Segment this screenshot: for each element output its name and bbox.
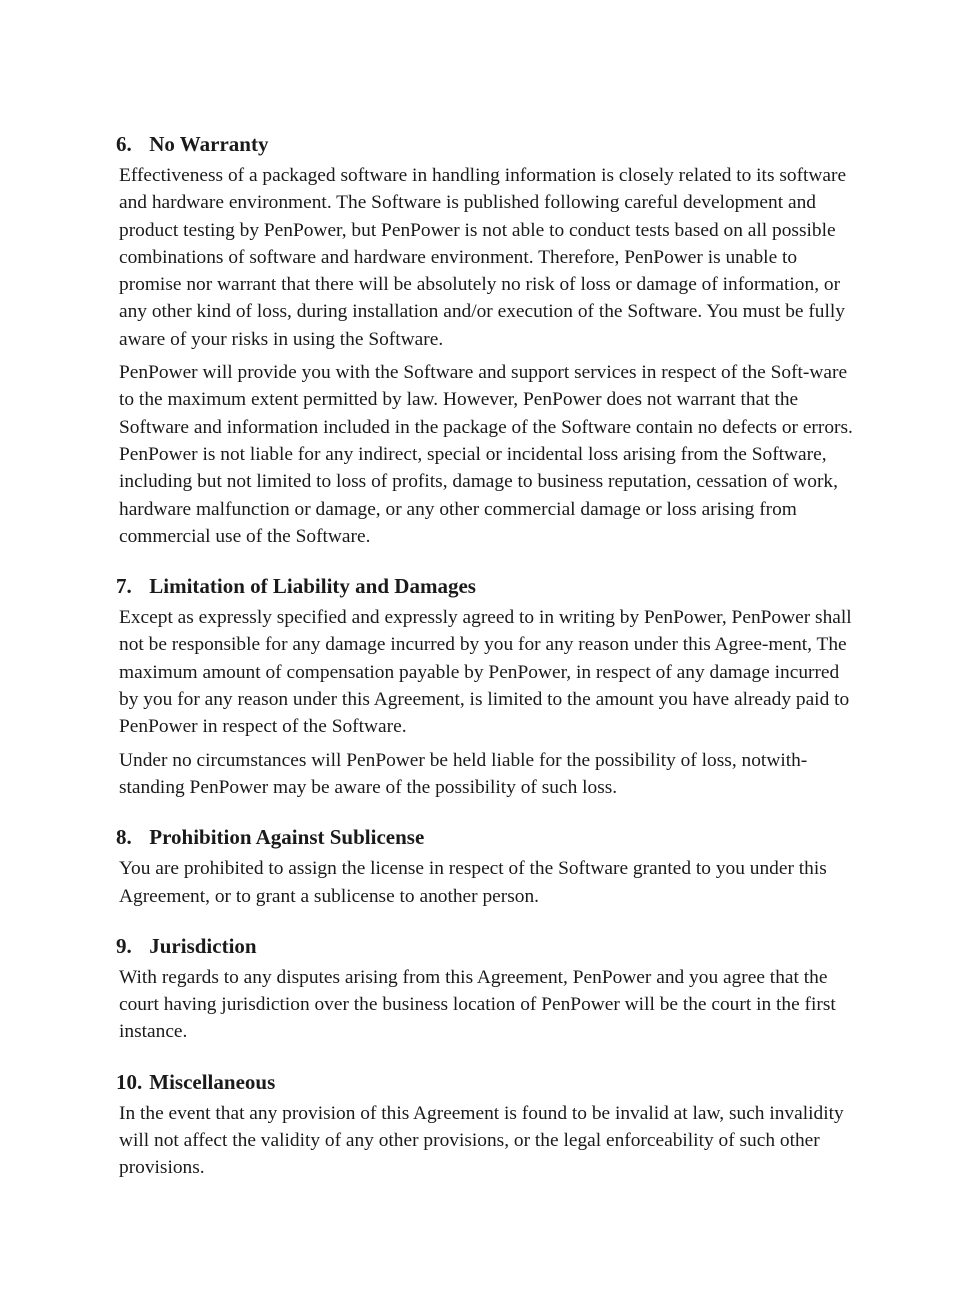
section-number: 9. (116, 933, 132, 958)
section-paragraph: Except as expressly specified and expressly agreed to in writing by PenPower, PenPower shall not be responsible for any damage incurred by you for any reason under this Agree-ment, The maximum amount of compensation payable by PenPower, in respect of any damage incurred by you for any reason under this Agreement, is limited to the amount you have already paid to PenPower in respect of the Software. (119, 607, 852, 738)
section-no-warranty (116, 128, 860, 550)
section-number: 7. (116, 574, 132, 599)
section-title: No Warranty (149, 132, 269, 156)
section-title: Limitation of Liability and Damages (149, 574, 476, 599)
section-number: 8. (116, 825, 132, 850)
document-body (116, 128, 860, 1202)
section-jurisdiction (116, 930, 860, 1046)
section-heading (116, 821, 860, 853)
section-paragraph: You are prohibited to assign the license in respect of the Software granted to you under this Agreement, or to grant a sublicense to another person. (119, 858, 827, 907)
section-paragraph: Effectiveness of a packaged software in handling information is closely related to its software and hardware environment. The Software is published following careful development and product testing by PenPower, but PenPower is not able to conduct tests based on all possible combinations of software and hardware environment. Therefore, PenPower is unable to promise nor warrant that there will be absolutely no risk of loss or damage of information, or any other kind of loss, during installation and/or execution of the Software. You must be fully aware of your risks in using the Software. (119, 165, 847, 350)
section-title: Miscellaneous (149, 1069, 276, 1094)
section-miscellaneous (116, 1066, 860, 1182)
section-prohibition-against-sublicense (116, 821, 860, 910)
section-number: 6. (116, 132, 132, 156)
section-title: Jurisdiction (149, 933, 257, 958)
section-paragraph: With regards to any disputes arising from this Agreement, PenPower and you agree that the court having jurisdiction over the business location of PenPower will be the court in the first instance. (119, 966, 836, 1043)
section-heading (116, 570, 860, 602)
section-limitation-of-liability (116, 570, 860, 801)
section-paragraph: In the event that any provision of this Agreement is found to be invalid at law, such invalidity will not affect the validity of any other provisions, or the legal enforceability of such other provisions. (119, 1102, 844, 1179)
section-heading (116, 128, 860, 160)
section-heading (116, 1066, 860, 1098)
section-paragraph: Under no circumstances will PenPower be held liable for the possibility of loss, notwith-standing PenPower may be aware of the possibility of such loss. (119, 749, 808, 798)
section-paragraph: PenPower will provide you with the Software and support services in respect of the Soft-ware to the maximum extent permitted by law. However, PenPower does not warrant that the Software and information included in the package of the Software contain no defects or errors. PenPower is not liable for any indirect, special or incidental loss arising from the Software, including but not limited to loss of profits, damage to business reputation, cessation of work, hardware malfunction or damage, or any other commercial damage or loss arising from commercial use of the Software. (119, 362, 853, 547)
section-heading (116, 930, 860, 962)
section-number: 10. (116, 1069, 143, 1094)
section-title: Prohibition Against Sublicense (149, 825, 425, 850)
